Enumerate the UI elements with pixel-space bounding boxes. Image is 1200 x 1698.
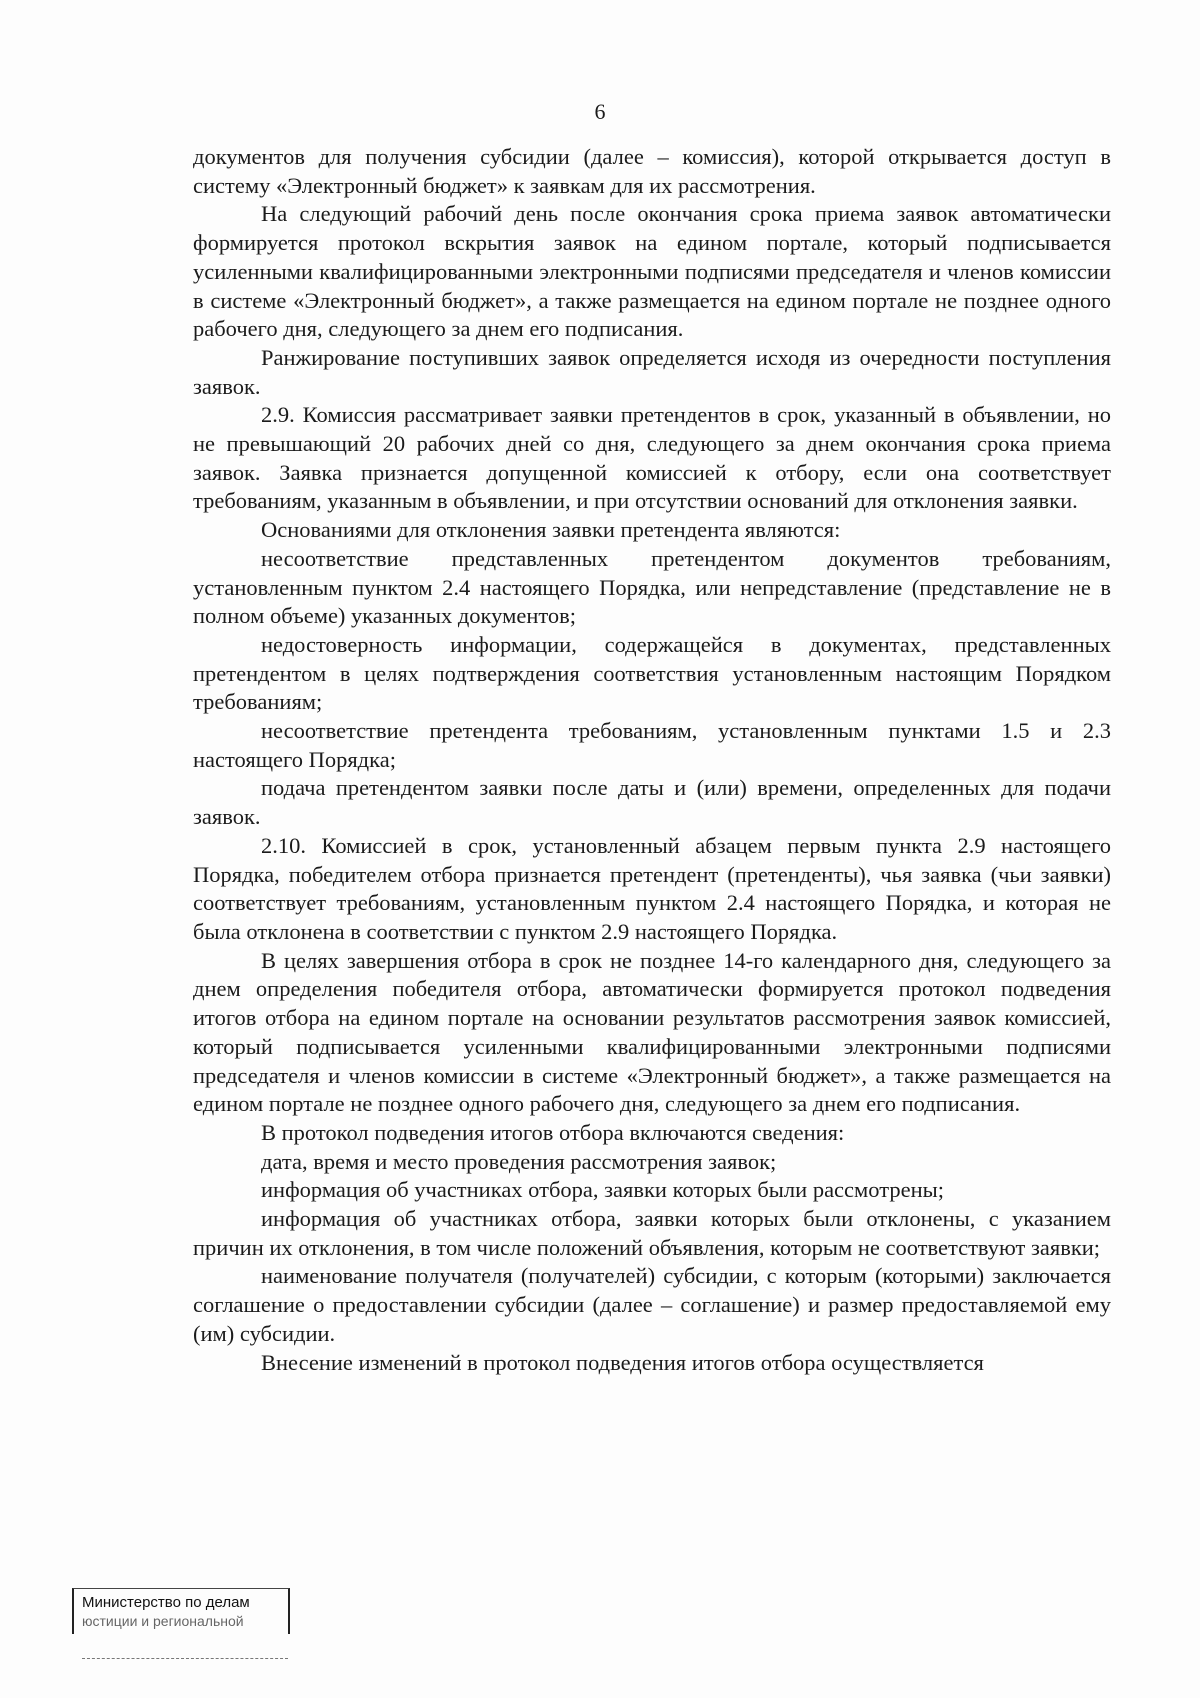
page-number: 6 bbox=[594, 99, 606, 124]
paragraph: В протокол подведения итогов отбора включаются сведения: bbox=[261, 1119, 845, 1145]
paragraph: недостоверность информации, содержащейся в документах, представленных претендентом в целях подтверждения соответствия установленным настоящим Порядком требованиям; bbox=[193, 631, 1111, 715]
paragraph: несоответствие представленных претендентом документов требованиям, установленным пунктом 2.4 настоящего Порядка, или непредставление (представление не в полном объеме) указанных документов; bbox=[193, 545, 1111, 629]
stamp-line: юстиции и региональной bbox=[82, 1613, 244, 1629]
paragraph: наименование получателя (получателей) субсидии, с которым (которыми) заключается соглашение о предоставлении субсидии (далее – соглашение) и размер предоставляемой ему (им) субсидии. bbox=[193, 1263, 1111, 1346]
paragraph: информация об участниках отбора, заявки которых были отклонены, с указанием причин их отклонения, в том числе положений объявления, которым не соответствуют заявки; bbox=[193, 1206, 1111, 1260]
paragraph: информация об участниках отбора, заявки которых были рассмотрены; bbox=[261, 1177, 944, 1203]
stamp-divider bbox=[82, 1658, 288, 1659]
paragraph: дата, время и место проведения рассмотрения заявок; bbox=[261, 1148, 777, 1174]
paragraph: 2.10. Комиссией в срок, установленный абзацем первым пункта 2.9 настоящего Порядка, победителем отбора признается претендент (претенденты), чья заявка (чьи заявки) соответствует требованиям, установленным пунктом 2.4 настоящего Порядка, и которая не была отклонена в соответствии с пунктом 2.9 настоящего Порядка. bbox=[193, 832, 1111, 944]
paragraph: подача претендентом заявки после даты и (или) времени, определенных для подачи заявок. bbox=[193, 775, 1111, 830]
document-body bbox=[193, 143, 1111, 1377]
stamp-line: Министерство по делам bbox=[82, 1594, 250, 1611]
paragraph: На следующий рабочий день после окончания срока приема заявок автоматически формируется протокол вскрытия заявок на едином портале, который подписывается усиленными квалифицированными электронными подписями председателя и членов комиссии в системе «Электронный бюджет», а также размещается на едином портале не позднее одного рабочего дня, следующего за днем его подписания. bbox=[193, 201, 1111, 342]
registration-stamp bbox=[72, 1588, 290, 1634]
paragraph: В целях завершения отбора в срок не позднее 14-го календарного дня, следующего за днем определения победителя отбора, автоматически формируется протокол подведения итогов отбора на едином портале на основании результатов рассмотрения заявок комиссией, который подписывается усиленными квалифицированными электронными подписями председателя и членов комиссии в системе «Электронный бюджет», а также размещается на едином портале не позднее одного рабочего дня, следующего за днем его подписания. bbox=[193, 947, 1111, 1117]
paragraph: Внесение изменений в протокол подведения итогов отбора осуществляется bbox=[261, 1349, 984, 1375]
paragraph: документов для получения субсидии (далее – комиссия), которой открывается доступ в систему «Электронный бюджет» к заявкам для их рассмотрения. bbox=[193, 144, 1111, 198]
paragraph: Ранжирование поступивших заявок определяется исходя из очередности поступления заявок. bbox=[193, 344, 1111, 399]
paragraph: Основаниями для отклонения заявки претендента являются: bbox=[261, 517, 841, 543]
paragraph: 2.9. Комиссия рассматривает заявки претендентов в срок, указанный в объявлении, но не превышающий 20 рабочих дней со дня, следующего за днем окончания срока приема заявок. Заявка признается допущенной комиссией к отбору, если она соответствует требованиям, указанным в объявлении, и при отсутствии оснований для отклонения заявки. bbox=[193, 402, 1111, 514]
paragraph: несоответствие претендента требованиям, установленным пунктами 1.5 и 2.3 настоящего Порядка; bbox=[193, 718, 1111, 772]
